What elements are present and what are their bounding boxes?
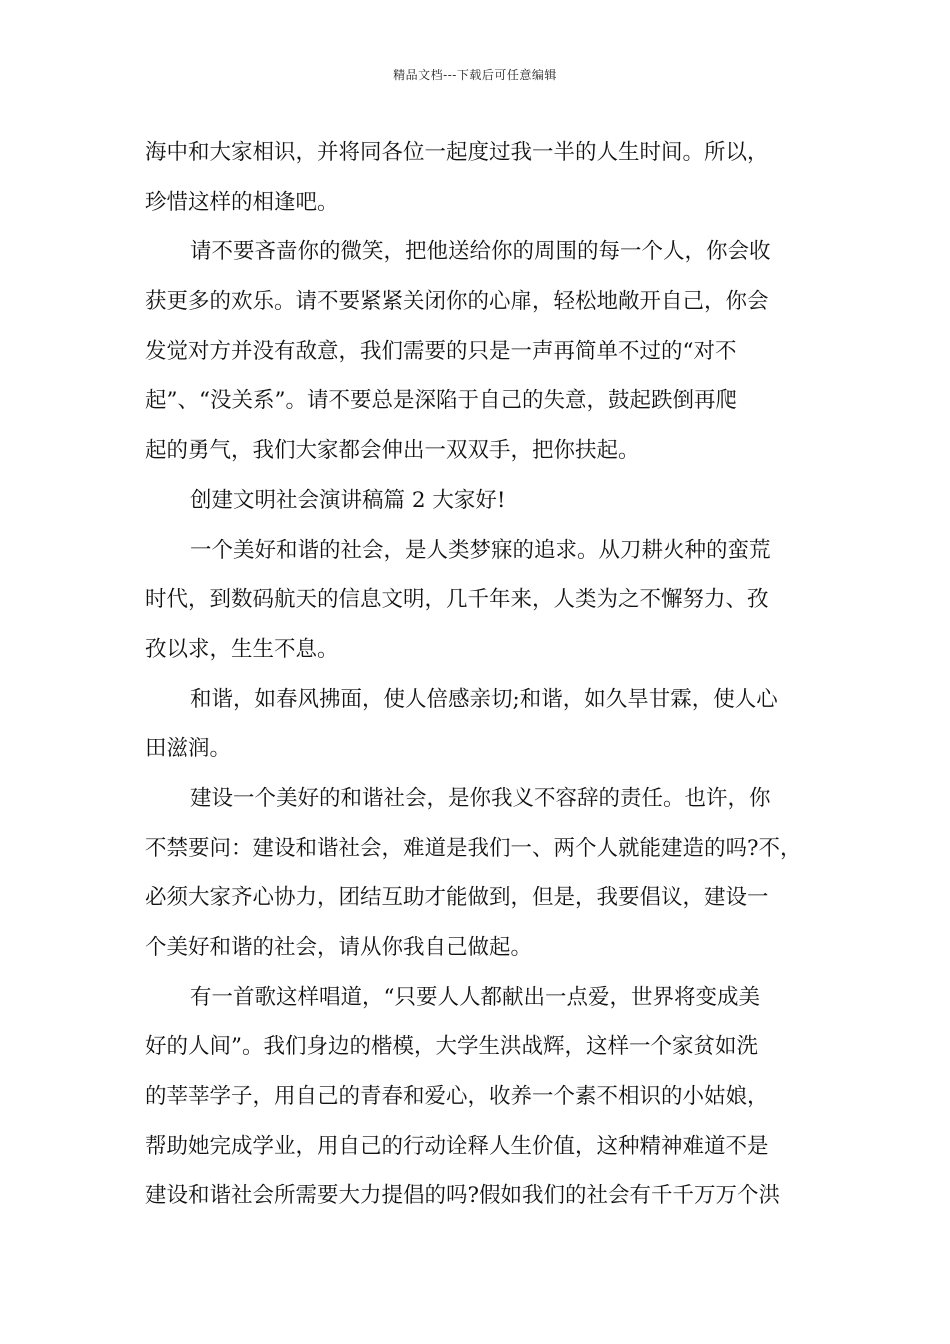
text-line: 起的勇气，我们大家都会伸出一双双手，把你扶起。 xyxy=(145,438,640,464)
text-line: 不禁要问：建设和谐社会，难道是我们一、两个人就能建造的吗?不， xyxy=(145,835,802,861)
text-line: 珍惜这样的相逢吧。 xyxy=(145,189,339,215)
text-line: 和谐，如春风拂面，使人倍感亲切;和谐，如久旱甘霖，使人心 xyxy=(190,686,778,712)
text-line: 请不要吝啬你的微笑，把他送给你的周围的每一个人，你会收 xyxy=(190,239,771,265)
text-line: 创建文明社会演讲稿篇 2 大家好! xyxy=(190,487,506,513)
text-line: 帮助她完成学业，用自己的行动诠释人生价值，这种精神难道不是 xyxy=(145,1133,769,1159)
text-line: 海中和大家相识，并将同各位一起度过我一半的人生时间。所以， xyxy=(145,140,769,165)
text-line: 田滋润。 xyxy=(145,736,232,762)
text-line: 发觉对方并没有敌意，我们需要的只是一声再简单不过的“对不 xyxy=(145,338,737,364)
text-line: 时代，到数码航天的信息文明，几千年来，人类为之不懈努力、孜 xyxy=(145,587,769,613)
text-line: 获更多的欢乐。请不要紧紧关闭你的心扉，轻松地敞开自己，你会 xyxy=(145,289,769,315)
document-body xyxy=(145,128,815,1221)
text-line: 一个美好和谐的社会，是人类梦寐的追求。从刀耕火种的蛮荒 xyxy=(190,537,771,563)
page-header: 精品文档---下载后可任意编辑 xyxy=(393,68,557,82)
text-line: 个美好和谐的社会，请从你我自己做起。 xyxy=(145,935,533,960)
text-line: 孜以求，生生不息。 xyxy=(145,636,339,662)
text-line: 的莘莘学子，用自己的青春和爱心，收养一个素不相识的小姑娘， xyxy=(145,1084,769,1110)
text-line: 好的人间”。我们身边的楷模，大学生洪战辉，这样一个家贫如洗 xyxy=(145,1034,758,1060)
text-line: 建设一个美好的和谐社会，是你我义不容辞的责任。也许，你 xyxy=(190,785,771,811)
text-line: 建设和谐社会所需要大力提倡的吗?假如我们的社会有千千万万个洪 xyxy=(145,1183,781,1209)
text-line: 起”、“没关系”。请不要总是深陷于自己的失意，鼓起跌倒再爬 xyxy=(145,388,737,414)
text-line: 有一首歌这样唱道，“只要人人都献出一点爱，世界将变成美 xyxy=(190,984,760,1010)
text-line: 必须大家齐心协力，团结互助才能做到，但是，我要倡议，建设一 xyxy=(145,885,769,911)
